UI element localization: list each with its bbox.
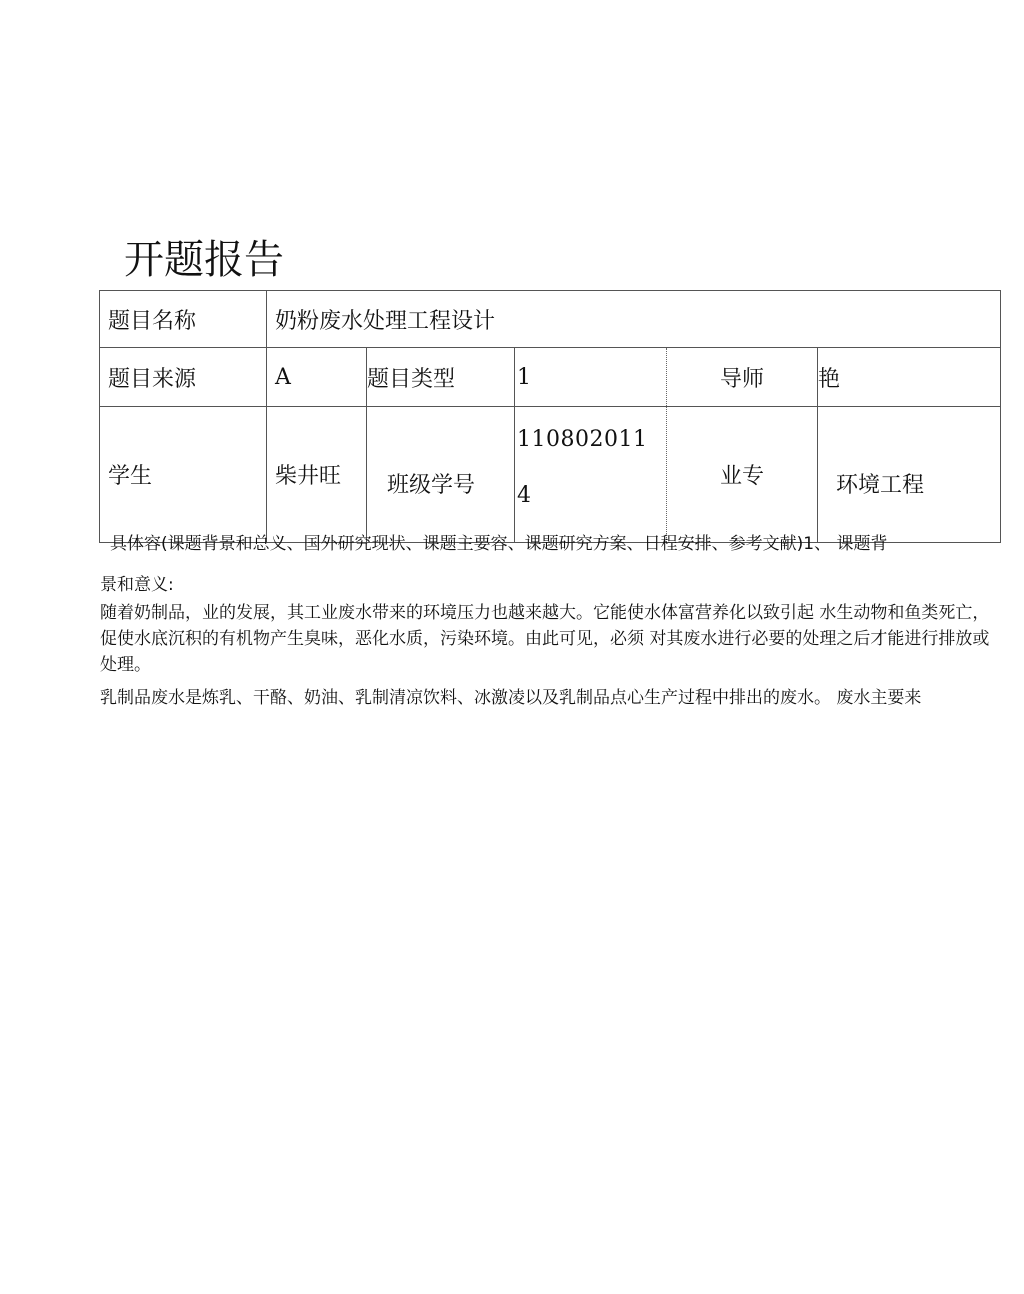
topic-type-value: 1 — [515, 348, 667, 407]
class-id-value — [515, 407, 667, 543]
topic-source-label: 题目来源 — [100, 348, 267, 407]
page-title: 开题报告 — [124, 237, 284, 283]
proposal-info-table — [99, 290, 1001, 543]
topic-type-label: 题目类型 — [367, 348, 515, 407]
topic-source-value: A — [267, 348, 367, 407]
topic-name-label: 题目名称 — [100, 291, 267, 348]
content-intro-continued: 景和意义: — [100, 575, 174, 595]
table-row — [100, 348, 1001, 407]
class-id-line2: 4 — [517, 482, 532, 508]
topic-name-value: 奶粉废水处理工程设计 — [267, 291, 1001, 348]
background-paragraph-1: 随着奶制品，业的发展，其工业废水带来的环境压力也越来越大。它能使水体富营养化以致引起 水生动物和鱼类死亡，促使水底沉积的有机物产生臭味，恶化水质，污染环境。由此可见，必须 对其废水进行必要的处理之后才能进行排放或处理。 — [100, 603, 990, 675]
major-value: 环境工程 — [818, 407, 1001, 543]
major-label: 业专 — [667, 407, 818, 543]
advisor-value: 艳 — [818, 348, 1001, 407]
class-id-label: 班级学号 — [367, 407, 515, 543]
student-value: 柴井旺 — [267, 407, 367, 543]
table-row — [100, 407, 1001, 543]
background-paragraph-2: 乳制品废水是炼乳、干酪、奶油、乳制清凉饮料、冰激凌以及乳制品点心生产过程中排出的废水。 废水主要来 — [100, 688, 922, 708]
content-intro: 具体容(课题背景和总义、国外研究现状、课题主要容、课题研究方案、日程安排、参考文献)1、 课题背 — [110, 534, 888, 554]
student-label: 学生 — [100, 407, 267, 543]
table-row — [100, 291, 1001, 348]
class-id-line1: 110802011 — [517, 426, 648, 452]
advisor-label: 导师 — [667, 348, 818, 407]
